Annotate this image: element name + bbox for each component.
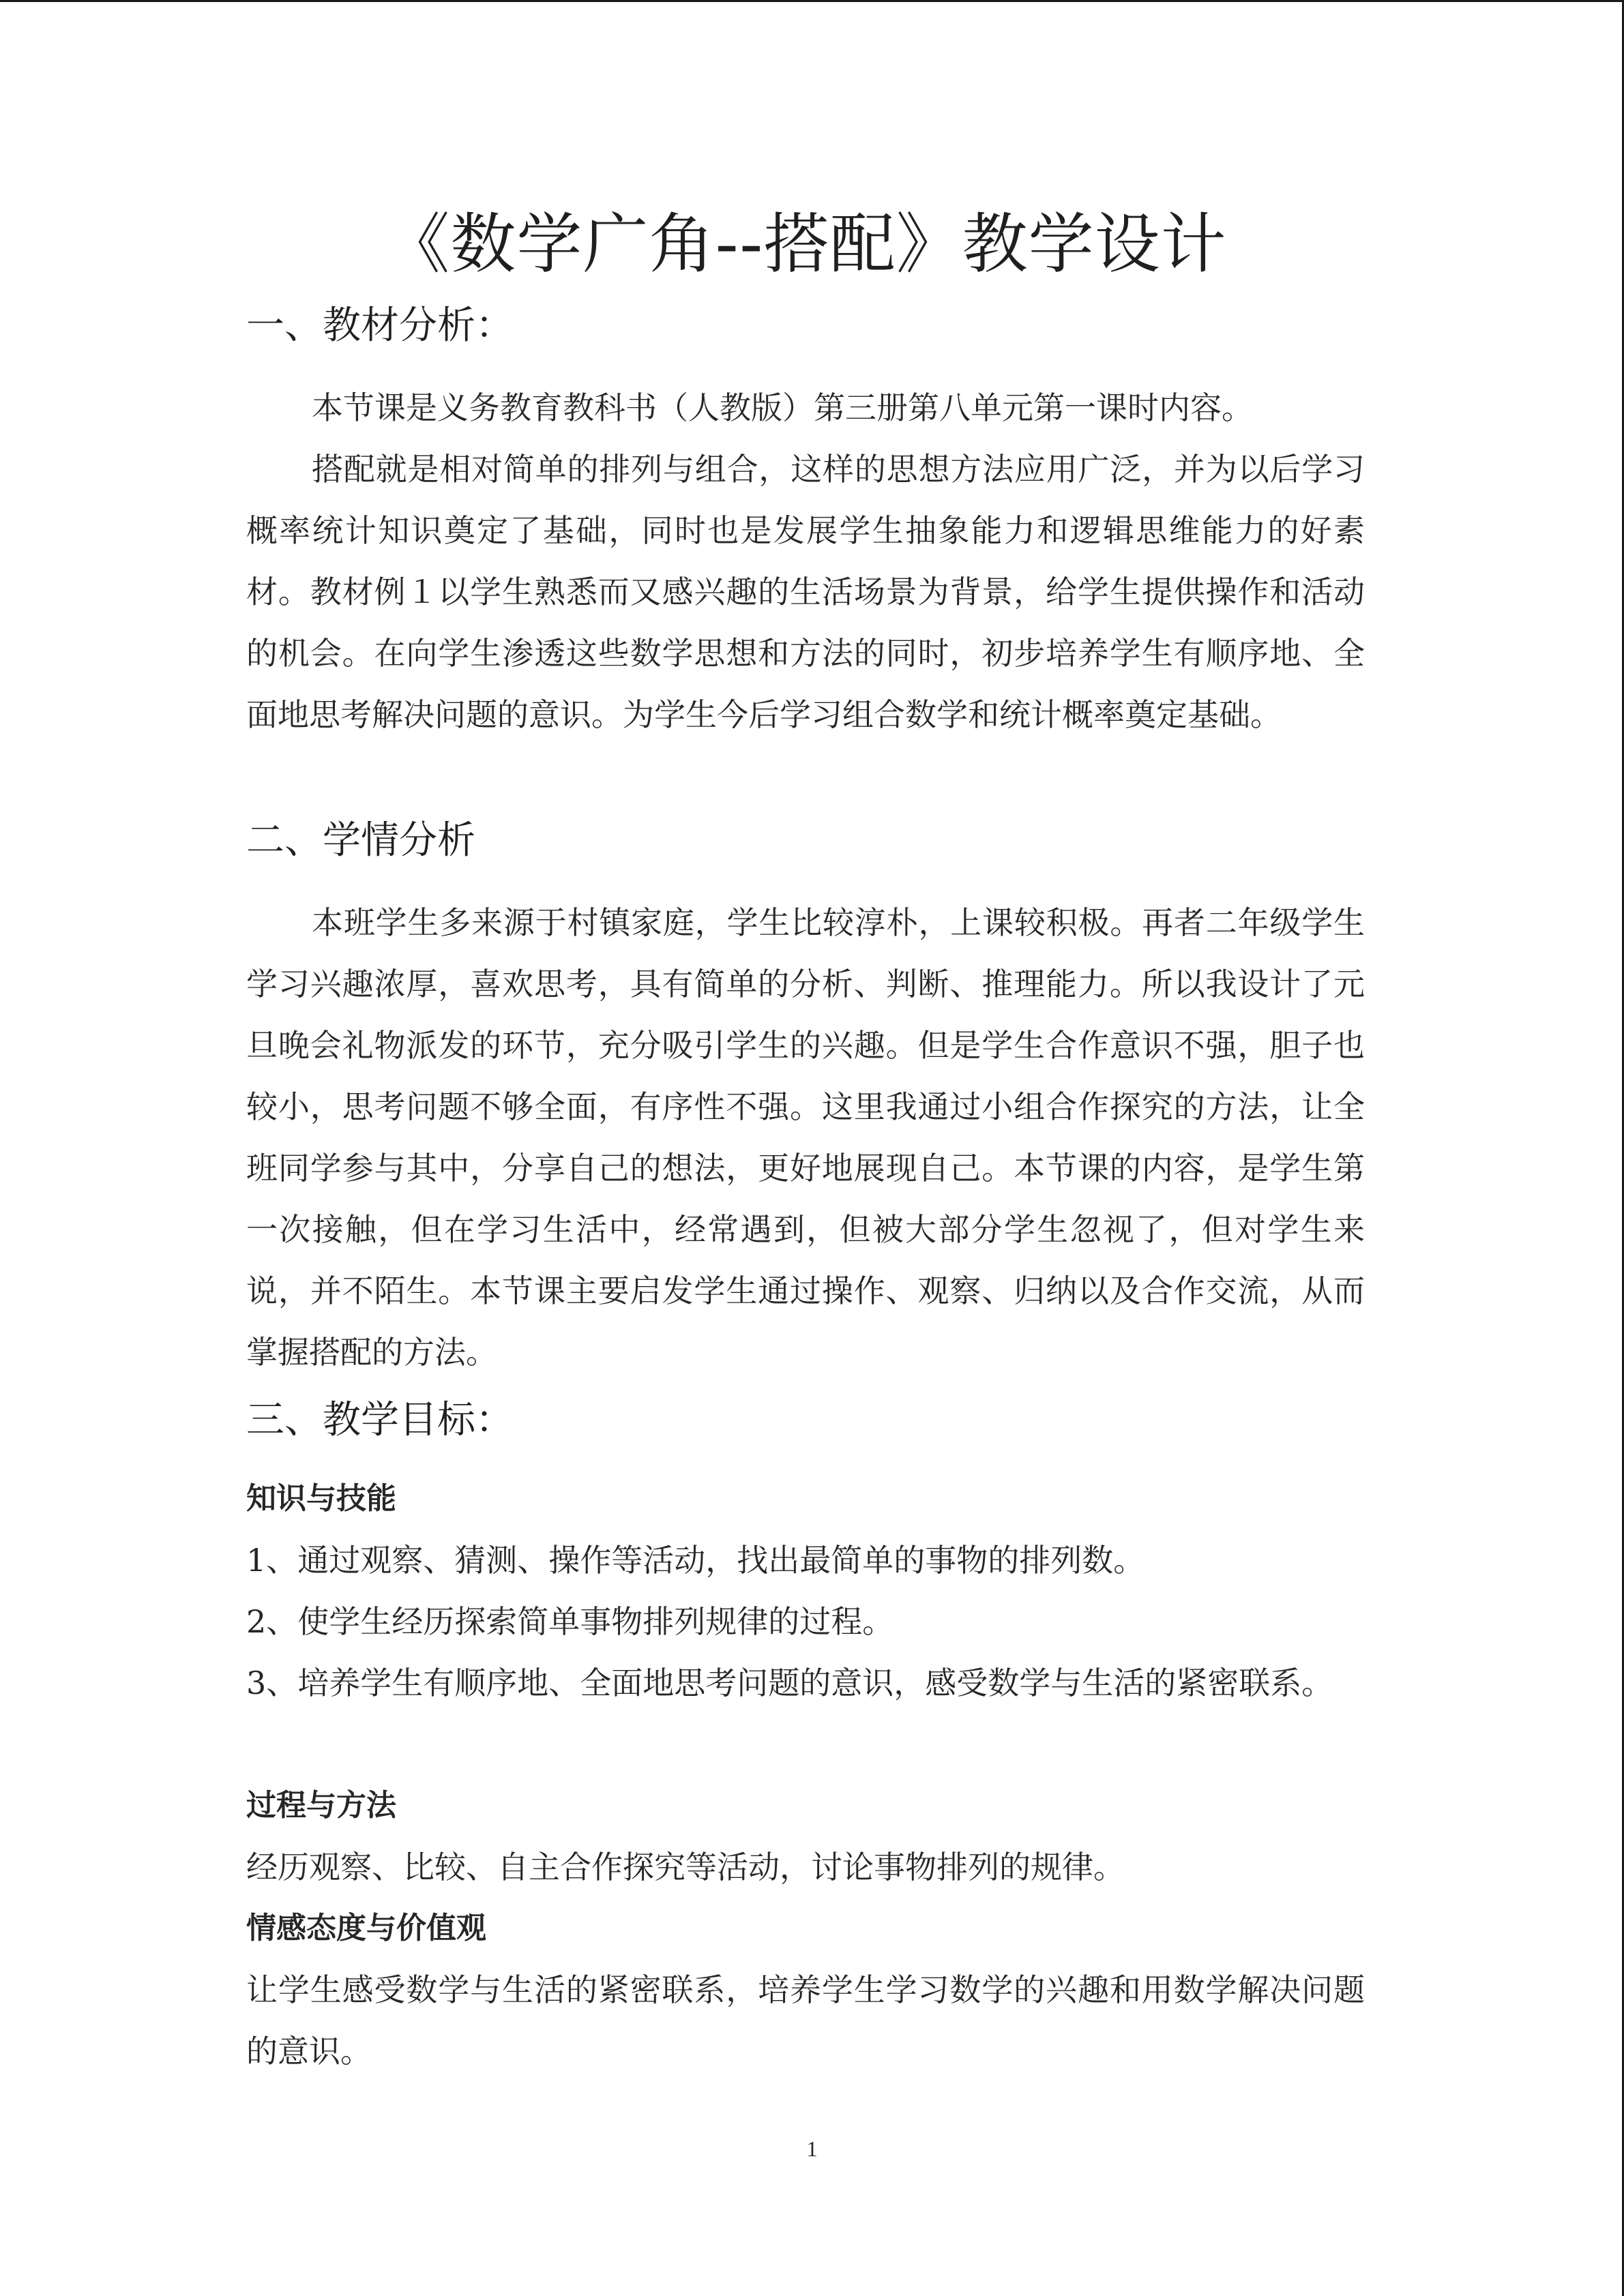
- goal-label-knowledge-skills: 知识与技能: [246, 1481, 396, 1516]
- section-heading-student-analysis: 二、学情分析: [246, 818, 475, 863]
- paragraph-textbook-detail: 搭配就是相对简单的排列与组合，这样的思想方法应用广泛，并为以后学习概率统计知识奠定了基础，同时也是发展学生抽象能力和逻辑思维能力的好素材。教材例１以学生熟悉而又感兴趣的生活场景为背景，给学生提供操作和活动的机会。在向学生渗透这些数学思想和方法的同时，初步培养学生有顺序地、全面地思考解决问题的意识。为学生今后学习组合数学和统计概率奠定基础。: [246, 451, 1365, 733]
- goal-item: 让学生感受数学与生活的紧密联系，培养学生学习数学的兴趣和用数学解决问题的意识。: [246, 1971, 1365, 2070]
- goal-item: 3、培养学生有顺序地、全面地思考问题的意识，感受数学与生活的紧密联系。: [246, 1665, 1333, 1701]
- paragraph-student-analysis: 本班学生多来源于村镇家庭，学生比较淳朴，上课较积极。再者二年级学生学习兴趣浓厚，喜欢思考，具有简单的分析、判断、推理能力。所以我设计了元旦晚会礼物派发的环节，充分吸引学生的兴趣。但是学生合作意识不强，胆子也较小，思考问题不够全面，有序性不强。这里我通过小组合作探究的方法，让全班同学参与其中，分享自己的想法，更好地展现自己。本节课的内容，是学生第一次接触，但在学习生活中，经常遇到，但被大部分学生忽视了，但对学生来说，并不陌生。本节课主要启发学生通过操作、观察、归纳以及合作交流，从而掌握搭配的方法。: [246, 904, 1365, 1371]
- goal-label-process-methods: 过程与方法: [246, 1788, 396, 1823]
- section-heading-textbook-analysis: 一、教材分析：: [246, 303, 514, 348]
- goal-label-emotion-values: 情感态度与价值观: [246, 1911, 486, 1945]
- goal-item: 1、通过观察、猜测、操作等活动，找出最简单的事物的排列数。: [246, 1542, 1145, 1579]
- section-heading-teaching-goals: 三、教学目标：: [246, 1398, 514, 1442]
- goal-item: 经历观察、比较、自主合作探究等活动，讨论事物排列的规律。: [246, 1849, 1125, 1885]
- document-title: 《数学广角--搭配》教学设计: [384, 206, 1227, 282]
- page-number: 1: [806, 2136, 818, 2161]
- paragraph-textbook-intro: 本节课是义务教育教科书（人教版）第三册第八单元第一课时内容。: [312, 389, 1253, 426]
- goal-item: 2、使学生经历探索简单事物排列规律的过程。: [246, 1603, 894, 1640]
